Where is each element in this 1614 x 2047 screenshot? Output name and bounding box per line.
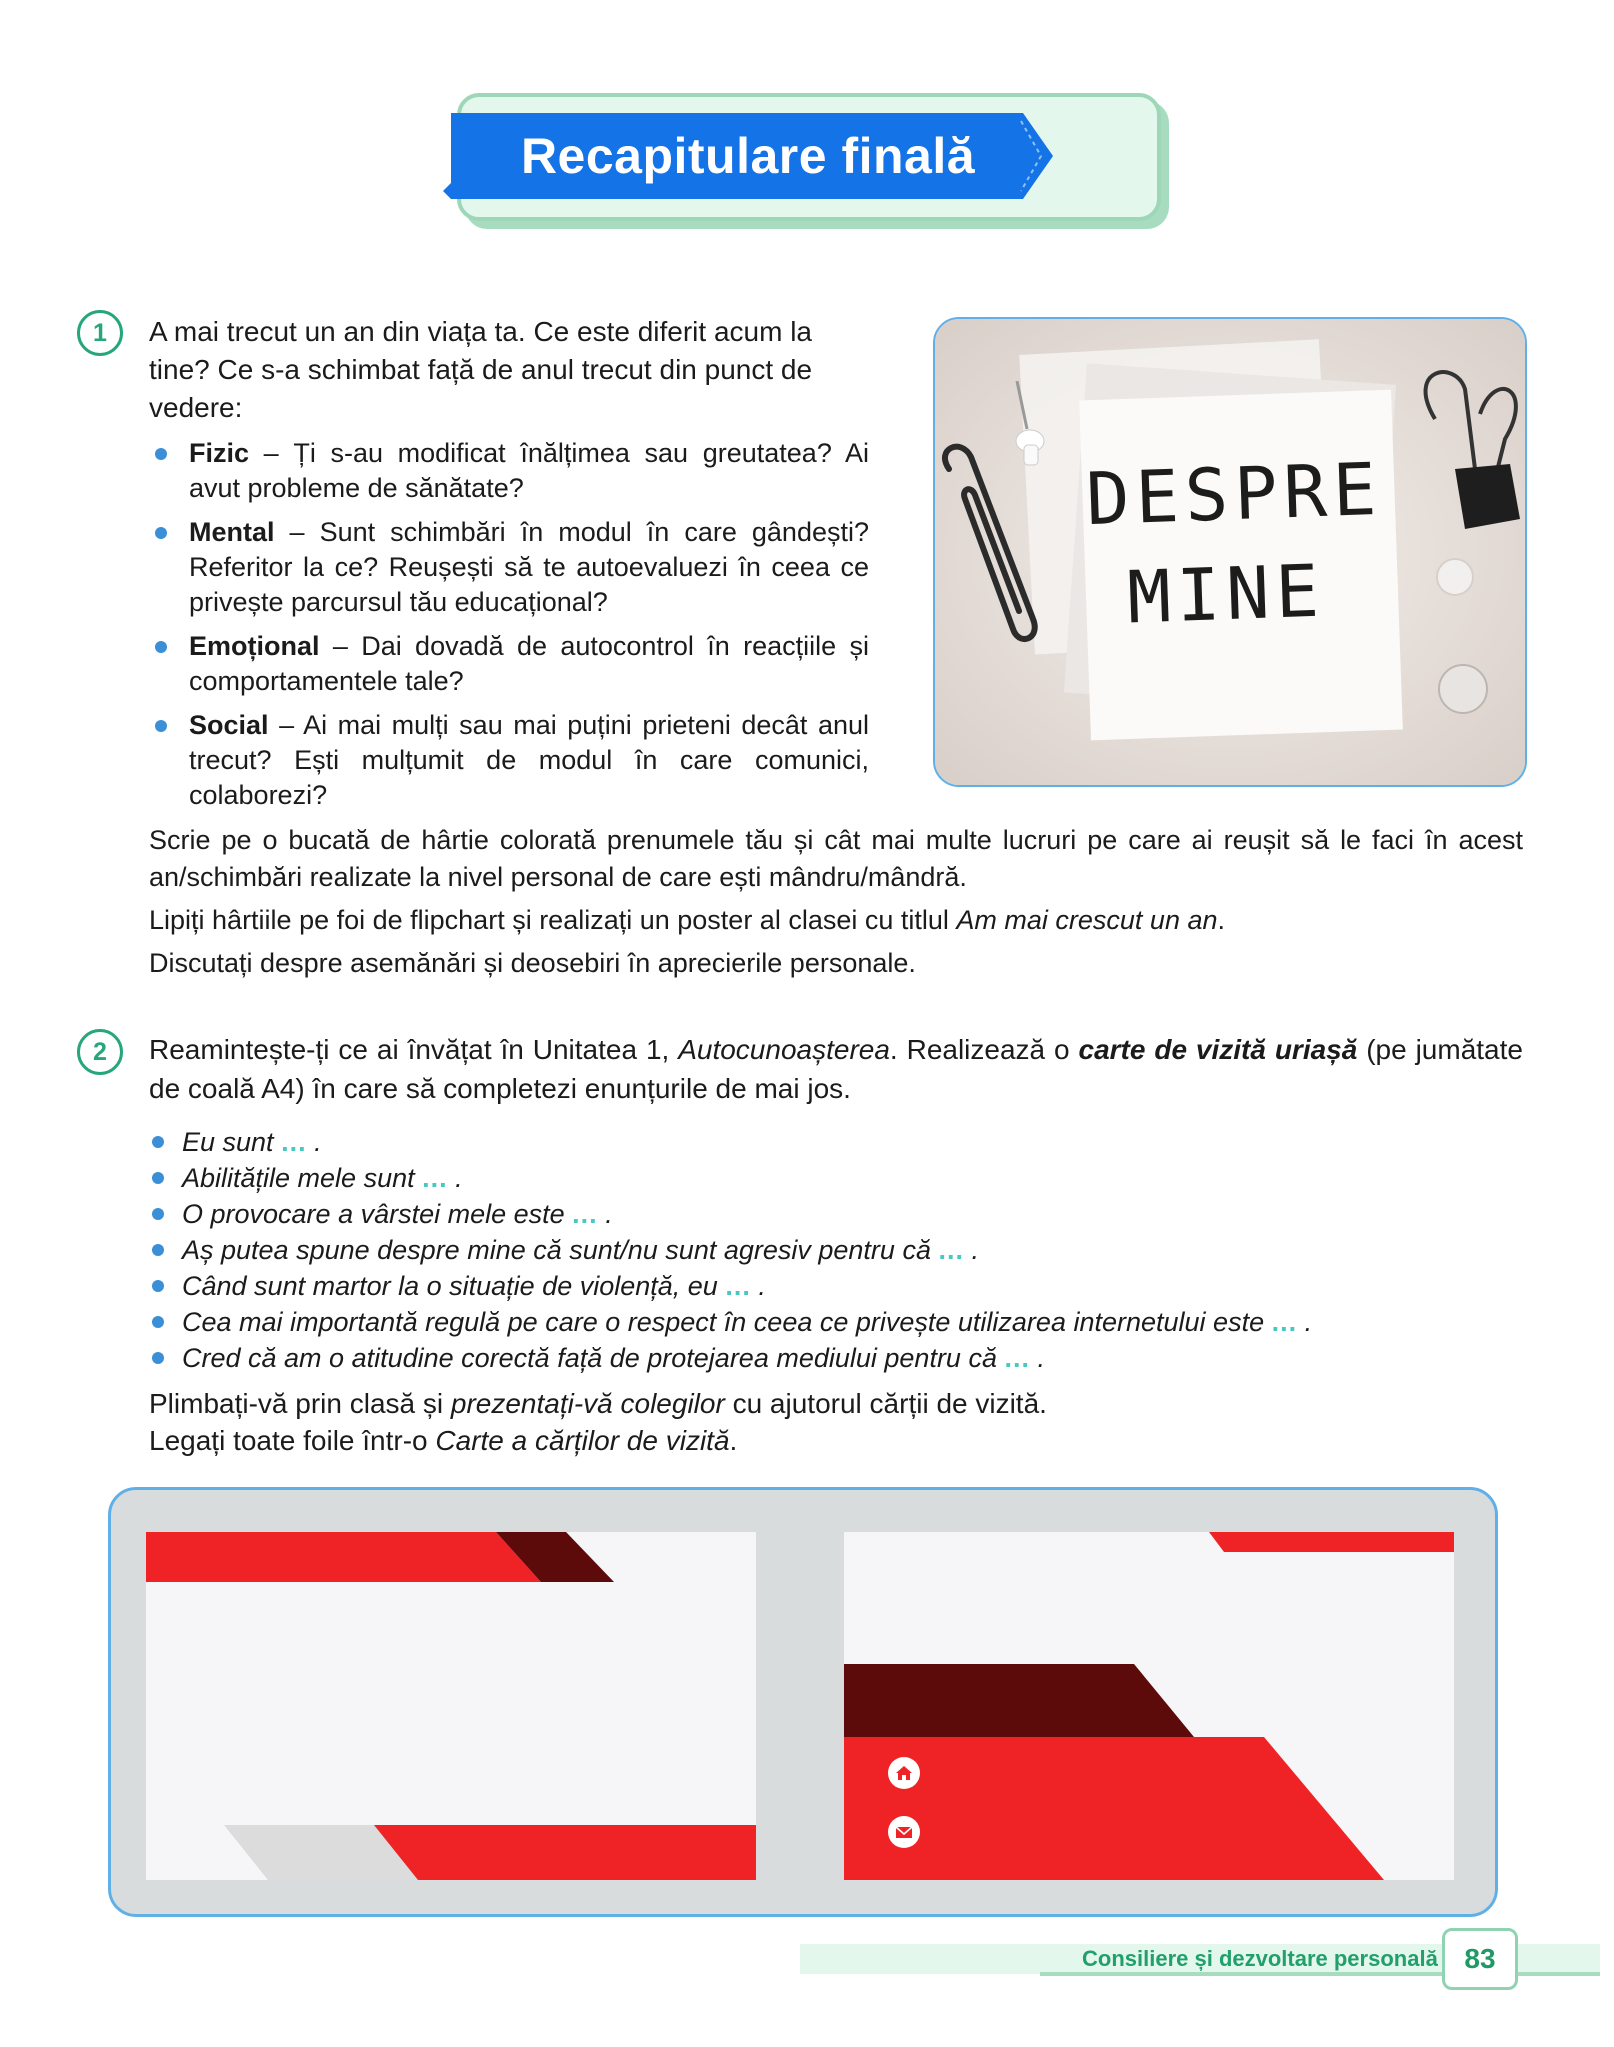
blank-dots: ... [422, 1163, 448, 1193]
business-card-front [146, 1532, 756, 1880]
outro-italic: Carte a cărților de vizită [435, 1425, 730, 1456]
sentence-end: . [597, 1199, 613, 1229]
mail-icon [888, 1816, 920, 1848]
exercise-1-paragraph-3: Discutați despre asemănări și deosebiri în aprecierile personale. [149, 948, 916, 978]
outro-text: Plimbați-vă prin clasă și [149, 1388, 451, 1419]
exercise-2-intro [149, 1030, 1523, 1108]
exercise-1-intro: A mai trecut un an din viața ta. Ce este diferit acum la tine? Ce s-a schimbat față de anul trecut din punct de vedere: [149, 316, 813, 423]
card-front-decoration [146, 1532, 756, 1880]
list-item [152, 1304, 1522, 1340]
list-item [152, 1124, 1522, 1160]
exercise-1-bullets [149, 436, 869, 822]
sentence-end: . [963, 1235, 979, 1265]
despre-mine-photo [933, 317, 1527, 787]
list-item [149, 515, 869, 620]
sentence-end: . [1297, 1307, 1313, 1337]
business-card-term: carte de vizită uriașă [1078, 1034, 1358, 1065]
business-cards-panel [108, 1487, 1498, 1917]
list-item [152, 1196, 1522, 1232]
exercise-2-outro [149, 1385, 1523, 1459]
blank-dots: ... [1271, 1307, 1298, 1337]
intro-text: (pe jumătate de coală A4) în care să completezi enunțurile de mai jos. [149, 1034, 1523, 1104]
sentence-end: . [750, 1271, 766, 1301]
blank-dots: ... [572, 1199, 598, 1229]
paper-ball-icon [1439, 665, 1487, 713]
sentence-start: Abilitățile mele sunt [182, 1163, 423, 1193]
photo-word-mine: MINE [1126, 548, 1327, 640]
sentence-end: . [306, 1127, 322, 1157]
blank-dots: ... [1004, 1343, 1030, 1373]
sentence-end: . [1030, 1343, 1046, 1373]
exercise-number-1: 1 [77, 310, 123, 356]
home-icon [888, 1757, 920, 1789]
footer-subject: Consiliere și dezvoltare personală [1082, 1946, 1438, 1971]
list-item [152, 1160, 1522, 1196]
bullet-term: Fizic [189, 438, 250, 468]
bullet-text: – Dai dovadă de autocontrol în reacțiile și comportamentele tale? [189, 631, 869, 696]
title-banner [443, 93, 1163, 223]
sentence-start: Când sunt martor la o situație de violență, eu [182, 1271, 726, 1301]
bullet-text: – Sunt schimbări în modul în care gândești? Referitor la ce? Reușești să te autoevaluezi în ceea ce privește parcursul tău educațional? [189, 517, 869, 617]
sentence-start: Cea mai importantă regulă pe care o respect în ceea ce privește utilizarea internetului este [182, 1307, 1272, 1337]
poster-title: Am mai crescut un an [956, 905, 1218, 935]
sentence-start: O provocare a vârstei mele este [182, 1199, 573, 1229]
sentence-start: Aș putea spune despre mine că sunt/nu sunt agresiv pentru că [182, 1235, 939, 1265]
list-item [152, 1268, 1522, 1304]
blank-dots: ... [281, 1127, 307, 1157]
bullet-term: Social [189, 710, 269, 740]
card-back-decoration [844, 1532, 1454, 1880]
list-item [149, 629, 869, 699]
list-item [149, 436, 869, 506]
page-number: 83 [1442, 1928, 1518, 1990]
page-title: Recapitulare finală [520, 128, 976, 184]
outro-italic: prezentați-vă colegilor [450, 1388, 725, 1419]
outro-text: cu ajutorul cărții de vizită. [724, 1388, 1047, 1419]
exercise-number-2: 2 [77, 1029, 123, 1075]
list-item [152, 1340, 1522, 1376]
paragraph-text: Lipiți hârtiile pe foi de flipchart și realizați un poster al clasei cu titlul [149, 905, 957, 935]
unit-name: Autocunoașterea [678, 1034, 890, 1065]
photo-word-despre: DESPRE [1084, 446, 1384, 542]
outro-text: Legați toate foile într-o [149, 1425, 436, 1456]
exercise-1-paragraph-1: Scrie pe o bucată de hârtie colorată prenumele tău și cât mai multe lucruri pe care ai reușit să le faci în acest an/schimbări realizate la nivel personal de care ești mândru/mândră. [149, 825, 1523, 892]
sentence-start: Cred că am o atitudine corectă față de protejarea mediului pentru că [182, 1343, 1005, 1373]
bullet-text: – Ai mai mulți sau mai puțini prieteni decât anul trecut? Ești mulțumit de modul în care comunici, colaborezi? [189, 710, 869, 810]
list-item [152, 1232, 1522, 1268]
list-item [149, 708, 869, 813]
bullet-term: Emoțional [189, 631, 320, 661]
bullet-text: – Ți s-au modificat înălțimea sau greutatea? Ai avut probleme de sănătate? [189, 438, 869, 503]
business-card-back [844, 1532, 1454, 1880]
exercise-2-bullets [152, 1124, 1522, 1376]
paper-ball-icon [1437, 559, 1473, 595]
intro-text: Reamintește-ți ce ai învățat în Unitatea 1, [149, 1034, 679, 1065]
blank-dots: ... [938, 1235, 964, 1265]
blank-dots: ... [725, 1271, 751, 1301]
intro-text: . Realizează o [889, 1034, 1079, 1065]
sentence-end: . [447, 1163, 463, 1193]
sentence-start: Eu sunt [182, 1127, 282, 1157]
photo-illustration [935, 319, 1525, 785]
exercise-1-paragraph-2 [149, 902, 1523, 939]
outro-text: . [729, 1425, 738, 1456]
bullet-term: Mental [189, 517, 275, 547]
paragraph-text: . [1217, 905, 1226, 935]
